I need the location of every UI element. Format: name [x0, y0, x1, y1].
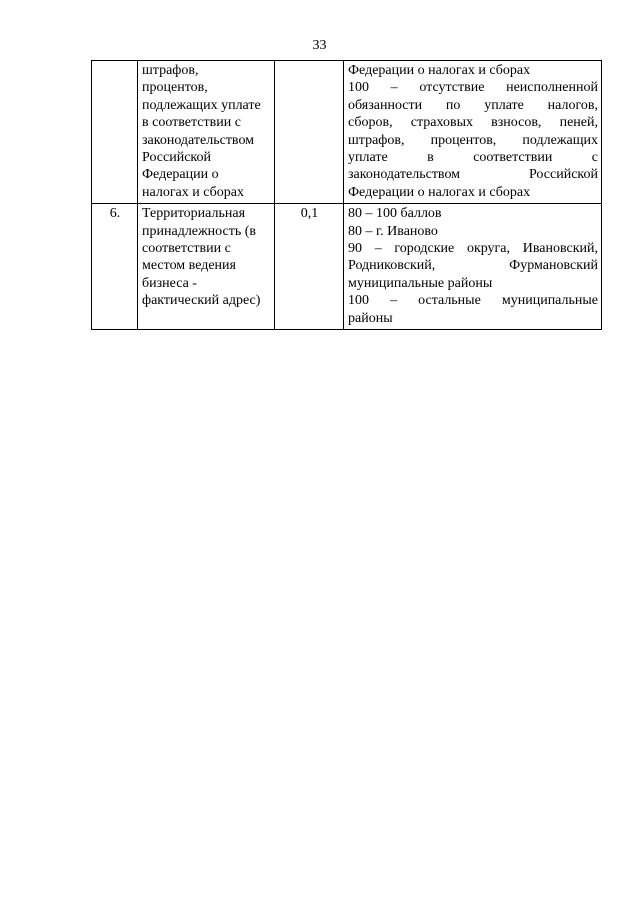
- criterion-cell: [138, 61, 275, 204]
- criterion-line: Российской: [142, 150, 211, 166]
- row-number-cell: 6.: [92, 204, 138, 330]
- description-line: обязанности по уплате налогов,: [348, 97, 598, 113]
- description-line: 80 – 100 баллов: [348, 206, 442, 222]
- criterion-line: налогах и сборах: [142, 184, 244, 200]
- weight-cell: 0,1: [275, 204, 344, 330]
- criterion-line: принадлежность (в: [142, 223, 257, 239]
- description-line: Федерации о налогах и сборах: [348, 184, 531, 200]
- description-cell: [344, 204, 602, 330]
- criterion-line: Территориальная: [142, 206, 246, 222]
- description-line: уплате в соответствии с: [348, 150, 598, 166]
- description-line: муниципальные районы: [348, 275, 493, 291]
- criterion-line: местом ведения: [142, 258, 236, 274]
- criterion-cell: [138, 204, 275, 330]
- table-row: [92, 61, 602, 204]
- criterion-line: бизнеса -: [142, 275, 197, 291]
- criterion-line: процентов,: [142, 80, 208, 96]
- criterion-line: законодательством: [142, 132, 255, 148]
- description-line: законодательством Российской: [348, 167, 598, 183]
- criterion-line: соответствии с: [142, 241, 231, 257]
- description-cell: [344, 61, 602, 204]
- description-line: 90 – городские округа, Ивановский,: [348, 241, 598, 257]
- description-line: Федерации о налогах и сборах: [348, 63, 531, 78]
- description-line: сборов, страховых взносов, пеней,: [348, 115, 598, 131]
- page-number: 33: [312, 38, 327, 53]
- criteria-table: [91, 60, 602, 330]
- description-line: 100 – остальные муниципальные: [348, 293, 598, 309]
- table-row: [92, 204, 602, 330]
- criterion-line: в соответствии с: [142, 115, 241, 131]
- description-line: 100 – отсутствие неисполненной: [348, 80, 598, 96]
- description-line: 80 – г. Иваново: [348, 223, 438, 239]
- criterion-line: Федерации о: [142, 167, 219, 183]
- criterion-line: подлежащих уплате: [142, 97, 261, 113]
- weight-cell: [275, 61, 344, 204]
- description-line: районы: [348, 310, 393, 326]
- description-line: штрафов, процентов, подлежащих: [348, 132, 598, 148]
- row-number-cell: [92, 61, 138, 204]
- criterion-line: штрафов,: [142, 63, 199, 78]
- criterion-line: фактический адрес): [142, 293, 261, 309]
- description-line: Родниковский, Фурмановский: [348, 258, 598, 274]
